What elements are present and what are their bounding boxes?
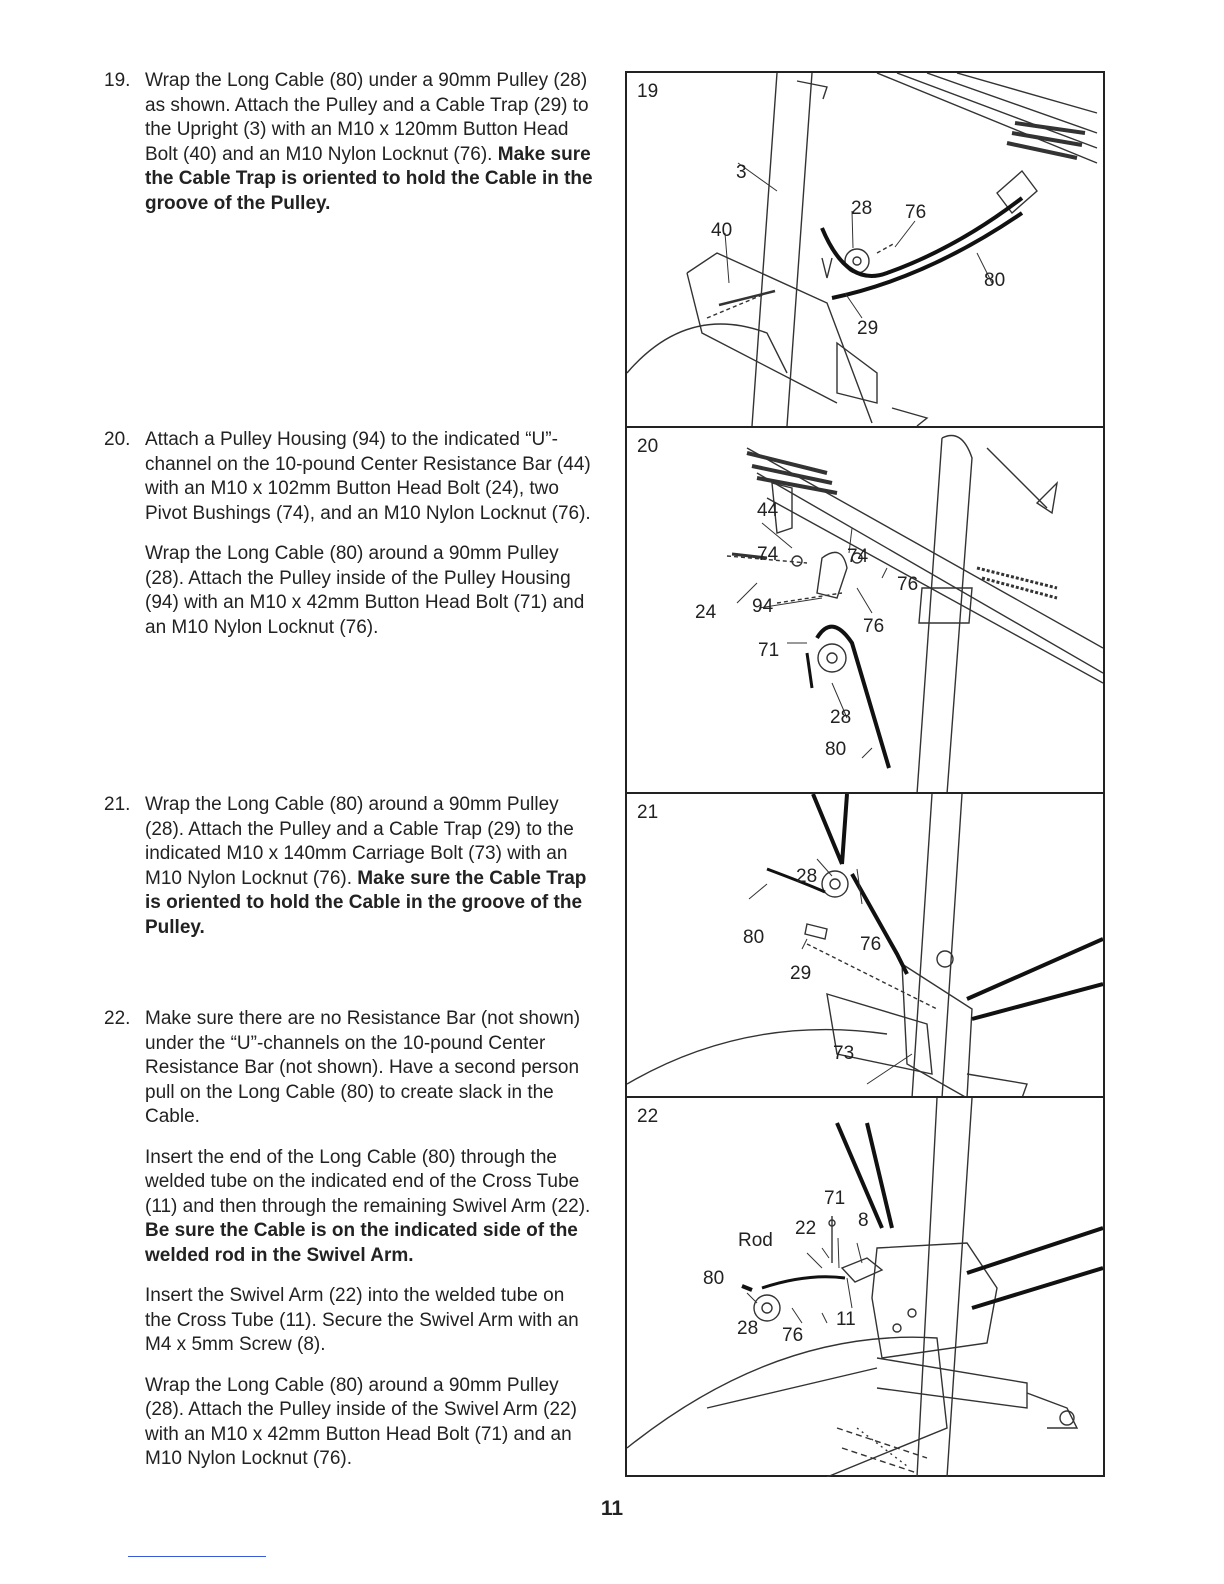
instruction-text: Wrap the Long Cable (80) under a 90mm Pulley (28) as shown. Attach the Pulley and a Cable Trap (29) to the Upright (3) with an M10 x 120mm Button Head Bolt (40) and an M10 Nylon Locknut (76). xyxy=(145,70,589,165)
panel-number: 19 xyxy=(637,81,659,102)
step-body xyxy=(145,793,594,940)
callout-24: 24 xyxy=(695,602,717,623)
instruction-emphasis: Make sure the Cable Trap is oriented to hold the Cable in the groove of the Pulley. xyxy=(145,867,587,938)
step-number: 21. xyxy=(104,794,131,815)
assembly-drawing-19 xyxy=(627,73,1103,426)
step-21 xyxy=(104,793,594,956)
page-number: 11 xyxy=(600,1497,624,1520)
instruction-text: Wrap the Long Cable (80) around a 90mm Pulley (28). Attach the Pulley and a Cable Trap (29) to the indicated M10 x 140mm Carriage Bolt (73) with an M10 Nylon Locknut (76). xyxy=(145,794,574,889)
step-19 xyxy=(104,69,594,232)
callout-28: 28 xyxy=(851,198,873,219)
instruction-text: Wrap the Long Cable (80) around a 90mm Pulley (28). Attach the Pulley inside of the Pulley Housing (94) with an M10 x 42mm Button Head Bolt (71) and an M10 Nylon Locknut (76). xyxy=(145,543,585,638)
instruction-paragraph xyxy=(145,1374,594,1472)
instruction-paragraph xyxy=(145,1284,594,1358)
callout-44: 44 xyxy=(757,500,779,521)
step-body xyxy=(145,428,594,640)
instruction-paragraph xyxy=(145,542,594,640)
callout-22: 22 xyxy=(795,1218,817,1239)
step-body xyxy=(145,69,594,216)
callout-74: 74 xyxy=(757,544,779,565)
callout-74: 74 xyxy=(847,546,869,567)
callout-94: 94 xyxy=(752,596,774,617)
step-number: 22. xyxy=(104,1008,131,1029)
panel-20 xyxy=(627,426,1103,794)
instruction-text: Wrap the Long Cable (80) around a 90mm Pulley (28). Attach the Pulley inside of the Swivel Arm (22) with an M10 x 42mm Button Head Bolt (71) and an M10 Nylon Locknut (76). xyxy=(145,1374,577,1469)
instruction-text: Make sure there are no Resistance Bar (not shown) under the “U”-channels on the 10-pound Center Resistance Bar (not shown). Have a second person pull on the Long Cable (80) to create slack in the Cable. xyxy=(145,1008,581,1127)
panel-19 xyxy=(627,73,1103,426)
callout-80: 80 xyxy=(743,927,765,948)
panel-number: 20 xyxy=(637,436,659,457)
instruction-paragraph xyxy=(145,793,594,940)
instruction-emphasis: Make sure the Cable Trap is oriented to hold the Cable in the groove of the Pulley. xyxy=(145,143,593,214)
callout-76: 76 xyxy=(860,934,882,955)
callout-28: 28 xyxy=(796,866,818,887)
step-body xyxy=(145,1007,594,1472)
callout-76: 76 xyxy=(897,574,919,595)
instruction-text: Insert the Swivel Arm (22) into the welded tube on the Cross Tube (11). Secure the Swivel Arm with an M4 x 5mm Screw (8). xyxy=(145,1285,579,1355)
footer-rule xyxy=(128,1556,266,1557)
callout-73: 73 xyxy=(833,1043,855,1064)
step-number: 19. xyxy=(104,70,131,91)
instruction-paragraph xyxy=(145,69,594,216)
callout-76: 76 xyxy=(782,1325,804,1346)
callout-80: 80 xyxy=(984,270,1006,291)
callout-76: 76 xyxy=(863,616,885,637)
step-20 xyxy=(104,428,594,656)
instruction-paragraph xyxy=(145,428,594,526)
callout-80: 80 xyxy=(703,1268,725,1289)
callout-28: 28 xyxy=(737,1318,759,1339)
callout-71: 71 xyxy=(824,1188,846,1209)
assembly-drawing-22 xyxy=(627,1098,1103,1477)
panel-21 xyxy=(627,792,1103,1098)
illustration-panels xyxy=(625,71,1105,1477)
callout-29: 29 xyxy=(857,318,879,339)
panel-number: 22 xyxy=(637,1106,659,1127)
callout-8: 8 xyxy=(858,1210,869,1231)
callout-29: 29 xyxy=(790,963,812,984)
callout-76: 76 xyxy=(905,202,927,223)
panel-number: 21 xyxy=(637,802,659,823)
step-number: 20. xyxy=(104,429,131,450)
instruction-text: Attach a Pulley Housing (94) to the indicated “U”-channel on the 10-pound Center Resistance Bar (44) with an M10 x 102mm Button Head Bolt (24), two Pivot Bushings (74), and an M10 Nylon Locknut (76). xyxy=(145,429,591,524)
callout-40: 40 xyxy=(711,220,733,241)
callout-3: 3 xyxy=(736,162,747,183)
instruction-paragraph xyxy=(145,1007,594,1130)
instruction-text: Insert the end of the Long Cable (80) through the welded tube on the indicated end of the Cross Tube (11) and then through the remaining Swivel Arm (22). xyxy=(145,1146,591,1217)
instruction-paragraph xyxy=(145,1146,594,1269)
step-22 xyxy=(104,1007,594,1488)
callout-71: 71 xyxy=(758,640,780,661)
callout-80: 80 xyxy=(825,739,847,760)
callout-28: 28 xyxy=(830,707,852,728)
instruction-emphasis: Be sure the Cable is on the indicated side of the welded rod in the Swivel Arm. xyxy=(145,1220,578,1266)
callout-11: 11 xyxy=(836,1309,856,1330)
callout-rod: Rod xyxy=(738,1230,773,1251)
panel-22 xyxy=(627,1096,1103,1477)
